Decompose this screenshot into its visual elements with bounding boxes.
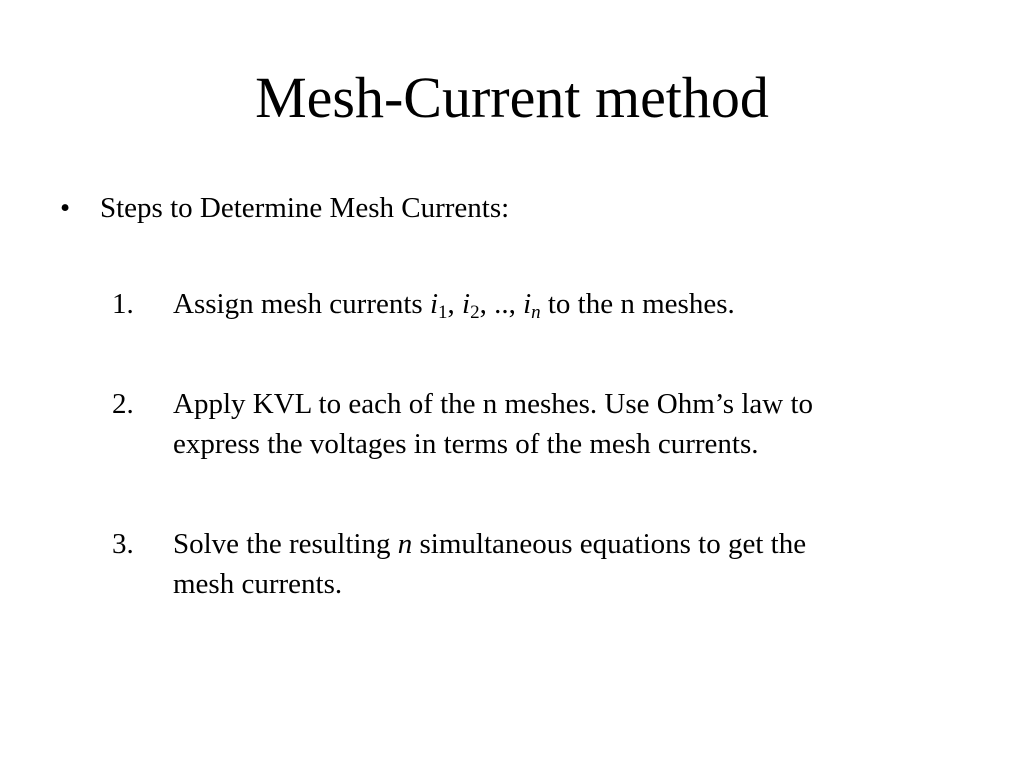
- step-number: 1.: [112, 288, 134, 320]
- step-text-sep: ,: [447, 288, 462, 320]
- math-var-n: n: [397, 528, 413, 560]
- step-text: [173, 284, 953, 324]
- math-subscript: n: [531, 302, 541, 323]
- step-text: [173, 384, 953, 464]
- step-text-line: mesh currents.: [173, 568, 343, 600]
- step-text-suffix: simultaneous equations to get the: [412, 528, 807, 560]
- math-var-i: i: [462, 288, 471, 320]
- math-subscript: 1: [438, 302, 448, 323]
- step-number: 3.: [112, 528, 134, 560]
- math-var-i: i: [429, 288, 438, 320]
- math-var-i: i: [523, 288, 532, 320]
- step-number: 2.: [112, 388, 134, 420]
- step-text: [173, 524, 953, 604]
- step-text-suffix: to the n meshes.: [540, 288, 735, 320]
- step-text-prefix: Solve the resulting: [173, 528, 398, 560]
- bullet-text: Steps to Determine Mesh Currents:: [100, 192, 510, 224]
- math-subscript: 2: [470, 302, 480, 323]
- bullet-item: [60, 188, 509, 228]
- slide-title: Mesh-Current method: [255, 65, 769, 130]
- step-text-line: Apply KVL to each of the n meshes. Use Ohm’s law to: [173, 388, 814, 420]
- step-text-sep: , ..,: [479, 288, 524, 320]
- step-text-line: express the voltages in terms of the mesh currents.: [173, 428, 759, 460]
- bullet-symbol: •: [60, 192, 71, 224]
- step-text-prefix: Assign mesh currents: [173, 288, 430, 320]
